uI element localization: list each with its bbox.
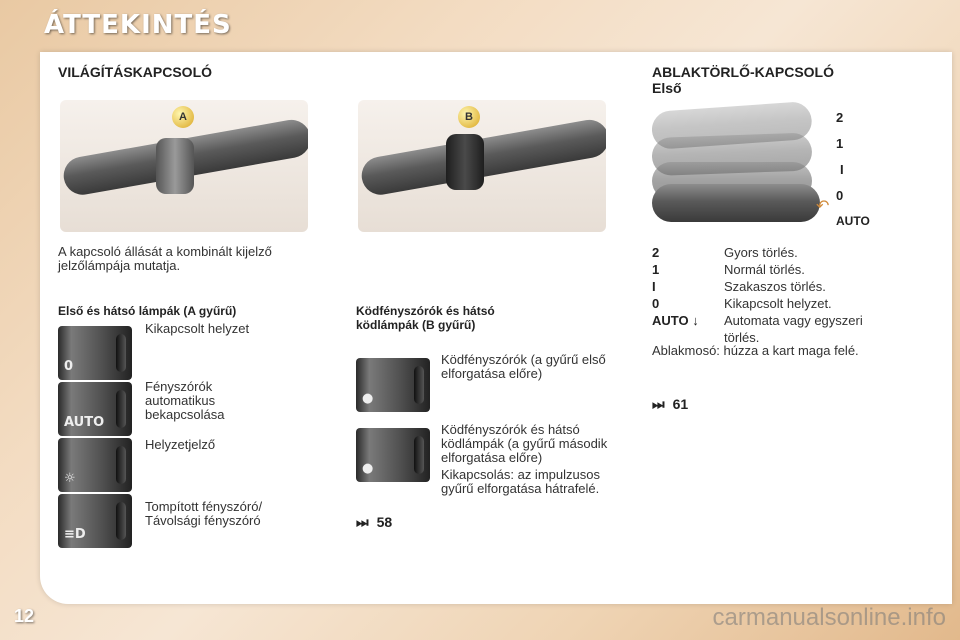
wiper-positions-table bbox=[652, 244, 894, 346]
table-row bbox=[652, 244, 894, 261]
headlights-label: Tompított fényszóró/ Távolsági fényszóró bbox=[145, 499, 263, 528]
wiper-switch-subtitle: Első bbox=[652, 80, 682, 96]
wiper-switch-title-text: ABLAKTÖRLŐ-KAPCSOLÓ bbox=[652, 64, 834, 80]
thumb-auto bbox=[58, 382, 132, 436]
wiper-pos-1: 1 bbox=[836, 136, 844, 151]
page-title: ÁTTEKINTÉS bbox=[44, 10, 232, 40]
row-value: Normál törlés. bbox=[724, 262, 805, 277]
row-value: Kikapcsolt helyzet. bbox=[724, 296, 832, 311]
lighting-switch-title: VILÁGÍTÁSKAPCSOLÓ bbox=[58, 64, 213, 80]
fog-page-ref[interactable] bbox=[356, 514, 392, 531]
thumb-knob bbox=[414, 366, 424, 404]
table-row bbox=[652, 295, 894, 312]
lighting-caption: A kapcsoló állását a kombinált kijelző jelzőlámpája mutatja. bbox=[58, 244, 272, 273]
rear-fog-label: Ködfényszórók és hátsó ködlámpák (a gyűrű második elforgatása előre) bbox=[441, 422, 608, 465]
wiper-page-ref-number: 61 bbox=[672, 396, 689, 412]
row-key: 0 bbox=[652, 296, 660, 311]
front-fog-label: Ködfényszórók (a gyűrű első elforgatása előre) bbox=[441, 352, 606, 381]
row-value: Szakaszos törlés. bbox=[724, 279, 826, 294]
row-value: Gyors törlés. bbox=[724, 245, 798, 260]
thumb-knob bbox=[414, 436, 424, 474]
ring-b bbox=[446, 134, 484, 190]
wiper-page-ref[interactable] bbox=[652, 396, 688, 413]
row-key: I bbox=[652, 279, 656, 294]
pull-arrow-icon: ↶ bbox=[816, 198, 830, 215]
row-value: Automata vagy egyszeri törlés. bbox=[724, 313, 863, 345]
thumb-off-label: 0 bbox=[64, 359, 74, 374]
ring-a bbox=[156, 138, 194, 194]
row-key: 2 bbox=[652, 245, 660, 260]
front-rear-title: Első és hátsó lámpák (A gyűrű) bbox=[58, 304, 237, 318]
thumb-off bbox=[58, 326, 132, 380]
thumb-knob bbox=[116, 446, 126, 484]
rear-fog-icon: ● bbox=[362, 461, 374, 476]
wiper-pos-0: 0 bbox=[836, 188, 844, 203]
fog-page-ref-number: 58 bbox=[376, 514, 393, 530]
thumb-front-fog bbox=[356, 358, 430, 412]
lighting-switch-photo-b bbox=[358, 100, 606, 232]
table-row bbox=[652, 261, 894, 278]
thumb-knob bbox=[116, 502, 126, 540]
thumb-rear-fog bbox=[356, 428, 430, 482]
sidelights-label: Helyzetjelző bbox=[145, 437, 216, 452]
ring-b-badge: B bbox=[458, 106, 480, 128]
wiper-pos-2: 2 bbox=[836, 110, 844, 125]
thumb-sidelights bbox=[58, 438, 132, 492]
wiper-switch-title bbox=[652, 64, 834, 96]
headlight-icon: ≡D bbox=[64, 527, 86, 542]
page-ref-icon: ⏭ bbox=[652, 397, 665, 413]
thumb-auto-label: AUTO bbox=[64, 415, 105, 430]
row-key: 1 bbox=[652, 262, 660, 277]
front-fog-icon: ● bbox=[362, 391, 374, 406]
lighting-switch-photo-a bbox=[60, 100, 308, 232]
row-key: AUTO ↓ bbox=[652, 313, 699, 328]
washer-note: Ablakmosó: húzza a kart maga felé. bbox=[652, 343, 859, 358]
wiper-pos-auto: AUTO bbox=[836, 214, 870, 228]
table-row bbox=[652, 312, 894, 346]
sidelight-icon: ☼ bbox=[64, 471, 76, 486]
wiper-stalk bbox=[652, 184, 820, 222]
thumb-headlights bbox=[58, 494, 132, 548]
table-row bbox=[652, 278, 894, 295]
thumb-knob bbox=[116, 390, 126, 428]
wiper-pos-i: I bbox=[840, 162, 844, 177]
fog-title: Ködfényszórók és hátsó ködlámpák (B gyűrű) bbox=[356, 304, 495, 332]
wiper-switch-photo bbox=[652, 100, 898, 234]
watermark: carmanualsonline.info bbox=[712, 604, 946, 631]
page-number: 12 bbox=[14, 606, 35, 626]
thumb-knob bbox=[116, 334, 126, 372]
ring-a-badge: A bbox=[172, 106, 194, 128]
fog-off-note: Kikapcsolás: az impulzusos gyűrű elforgatása hátrafelé. bbox=[441, 467, 600, 496]
page-ref-icon: ⏭ bbox=[356, 515, 369, 531]
light-off-label: Kikapcsolt helyzet bbox=[145, 321, 250, 336]
light-auto-label: Fényszórók automatikus bekapcsolása bbox=[145, 379, 225, 422]
